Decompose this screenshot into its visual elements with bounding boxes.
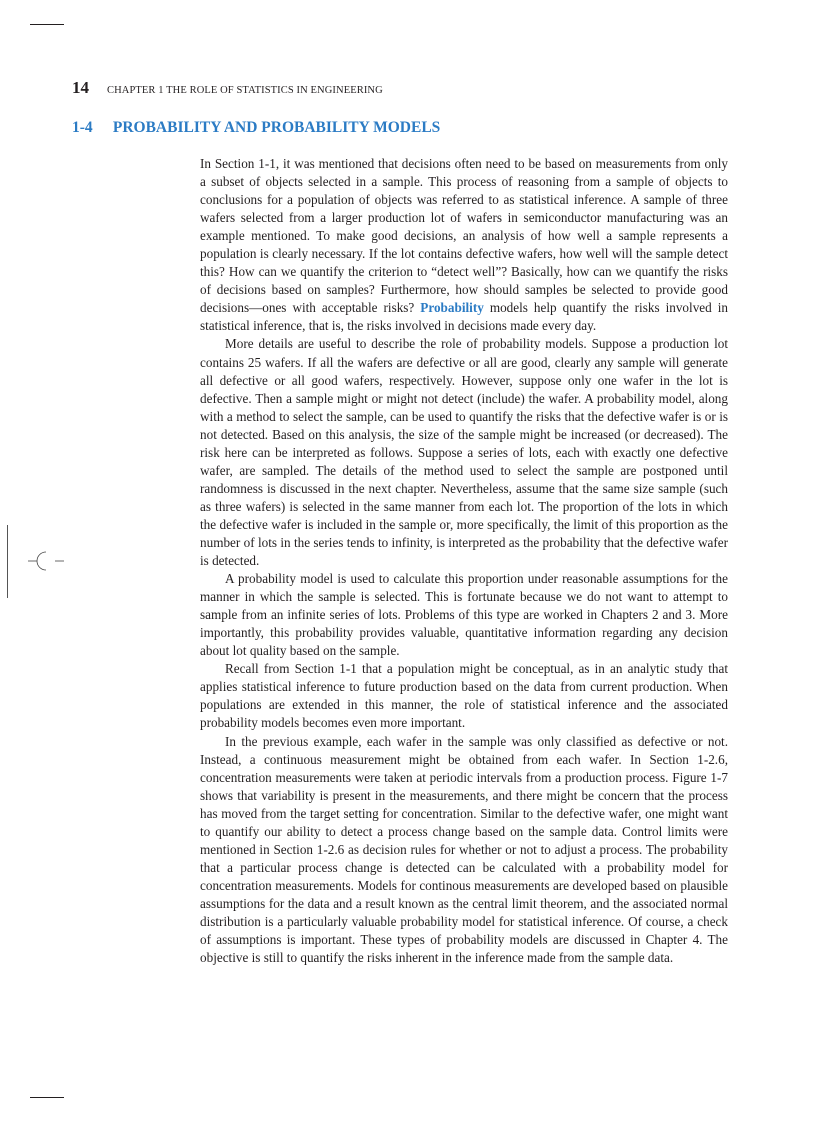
section-number: 1-4 [72, 119, 93, 136]
section-title: PROBABILITY AND PROBABILITY MODELS [112, 119, 441, 136]
running-head [72, 78, 752, 98]
paragraph-3: A probability model is used to calculate this proportion under reasonable assumptions for the manner in which the sample is selected. This is fortunate because we do not want to attempt to sample from an infinite series of lots. Problems of this type are worked in Chapters 2 and 3. More importantly, this probability provides valuable, quantitative information regarding any decision about lot quality based on the sample. [200, 571, 728, 659]
margin-rule [7, 525, 8, 598]
page-number: 14 [72, 78, 89, 97]
crop-mark-bottom [30, 1097, 64, 1098]
paragraph-2: More details are useful to describe the role of probability models. Suppose a production lot contains 25 wafers. If all the wafers are defective or all are good, clearly any sample will generate all defective or all good wafers, respectively. However, suppose only one wafer in the lot is defective. Then a sample might or might not detect (include) the wafer. A probability model, along with a method to select the sample, can be used to quantify the risks that the defective wafer is or is not detected. Based on this analysis, the size of the sample might be increased (or decreased). The risk here can be interpreted as follows. Suppose a series of lots, each with exactly one defective wafer, are sampled. The details of the method used to select the sample are postponed until randomness is discussed in the next chapter. Nevertheless, assume that the same size sample (such as three wafers) is selected in the same manner from each lot. The proportion of the lots in which the defective wafer is included in the sample or, more specifically, the limit of this proportion as the number of lots in the series tends to infinity, is interpreted as the probability that the defective wafer is detected. [200, 336, 728, 569]
section-heading [72, 119, 752, 137]
paragraph-1 [200, 155, 728, 335]
crop-mark-top [30, 24, 64, 25]
paragraph-4: Recall from Section 1-1 that a population might be conceptual, as in an analytic study that applies statistical inference to future production based on the data from current production. When populations are extended in this manner, the role of statistical inference and the associated probability models becomes even more important. [200, 661, 728, 731]
paragraph-5: In the previous example, each wafer in the sample was only classified as defective or not. Instead, a continuous measurement might be obtained from each wafer. In Section 1-2.6, concentration measurements were taken at periodic intervals from a production process. Figure 1-7 shows that variability is present in the measurements, and there might be concern that the process has moved from the target setting for concentration. Similar to the defective wafer, one might want to quantify our ability to detect a process change based on the sample data. Control limits were mentioned in Section 1-2.6 as decision rules for whether or not to adjust a process. The probability that a particular process change is detected can be calculated with a probability model for concentration measurements. Models for continous measurements are developed based on plausible assumptions for the data and a result known as the central limit theorem, and the associated normal distribution is a particularly valuable probability model for statistical inference. Of course, a check of assumptions is important. These types of probability models are discussed in Chapter 4. The objective is still to quantify the risks inherent in the inference made from the sample data. [200, 733, 728, 966]
chapter-title: CHAPTER 1 THE ROLE OF STATISTICS IN ENGINEERING [107, 85, 383, 96]
keyword-probability: Probability [420, 300, 484, 316]
registration-mark-icon [28, 548, 64, 574]
body-text [200, 155, 728, 967]
paragraph-1-text: In Section 1-1, it was mentioned that decisions often need to be based on measurements from only a subset of objects selected in a sample. This process of reasoning from a sample of objects to conclusions for a population of objects was referred to as statistical inference. A sample of three wafers selected from a larger production lot of wafers in semiconductor manufacturing was an example mentioned. To make good decisions, an analysis of how well a sample represents a population is clearly necessary. If the lot contains defective wafers, how well will the sample detect this? How can we quantify the criterion to “detect well”? Basically, how can we quantify the risks of decisions based on samples? Furthermore, how should samples be selected to provide good decisions—ones with acceptable risks? [200, 156, 728, 316]
paragraph-1-text-end: models help quantify the risks involved in statistical inference, that is, the risks involved in decisions made every day. [200, 300, 728, 334]
